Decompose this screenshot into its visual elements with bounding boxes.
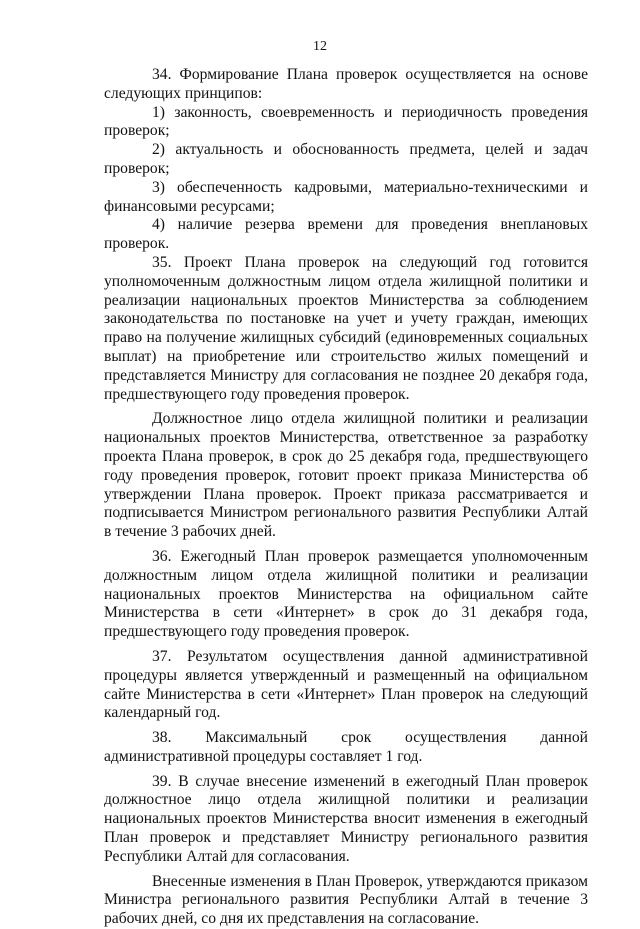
principle-item-4: 4) наличие резерва времени для проведения внеплановых проверок. xyxy=(104,216,588,253)
paragraph-39: 39. В случае внесение изменений в ежегодный План проверок должностное лицо отдела жилищной политики и реализации национальных проектов Министерства вносит изменения в ежегодный План проверок и представляет Министру регионального развития Республики Алтай для согласования. xyxy=(104,772,588,865)
paragraph-36: 36. Ежегодный План проверок размещается уполномоченным должностным лицом отдела жилищной политики и реализации национальных проектов Министерства на официальном сайте Министерства в сети «Интернет» в срок до 31 декабря года, предшествующего году проведения проверок. xyxy=(104,547,588,641)
paragraph-35-continued: Должностное лицо отдела жилищной политики и реализации национальных проектов Министерства, ответственное за разработку проекта Плана проверок, в срок до 25 декабря года, предшествующего году проведения проверок, готовит проект приказа Министерства об утверждении Плана проверок. Проект приказа рассматривается и подписывается Министром регионального развития Республики Алтай в течение 3 рабочих дней. xyxy=(104,410,588,541)
paragraph-37: 37. Результатом осуществления данной административной процедуры является утвержденный и размещенный на официальном сайте Министерства в сети «Интернет» План проверок на следующий календарный год. xyxy=(104,647,588,722)
paragraph-38: 38. Максимальный срок осуществления данной административной процедуры составляет 1 год. xyxy=(104,729,588,765)
paragraph-39-continued: Внесенные изменения в План Проверок, утверждаются приказом Министра регионального развития Республики Алтай в течение 3 рабочих дней, со дня их представления на согласование. xyxy=(104,872,588,928)
principle-item-3: 3) обеспеченность кадровыми, материально-техническими и финансовыми ресурсами; xyxy=(104,178,588,215)
paragraph-34-intro: 34. Формирование Плана проверок осуществляется на основе следующих принципов: xyxy=(104,66,588,102)
principle-item-2: 2) актуальность и обоснованность предмета, целей и задач проверок; xyxy=(104,141,588,177)
paragraph-35: 35. Проект Плана проверок на следующий год готовится уполномоченным должностным лицом отдела жилищной политики и реализации национальных проектов Министерства за соблюдением законодательства по постановке на учет и учету граждан, имеющих право на получение жилищных субсидий (единовременных социальных выплат) на приобретение или строительство жилых помещений и представляется Министру для согласования не позднее 20 декабря года, предшествующего году проведения проверок. xyxy=(104,253,588,403)
principle-item-1: 1) законность, своевременность и периодичность проведения проверок; xyxy=(104,103,588,140)
page-number: 12 xyxy=(313,39,327,54)
document-body xyxy=(104,66,588,929)
